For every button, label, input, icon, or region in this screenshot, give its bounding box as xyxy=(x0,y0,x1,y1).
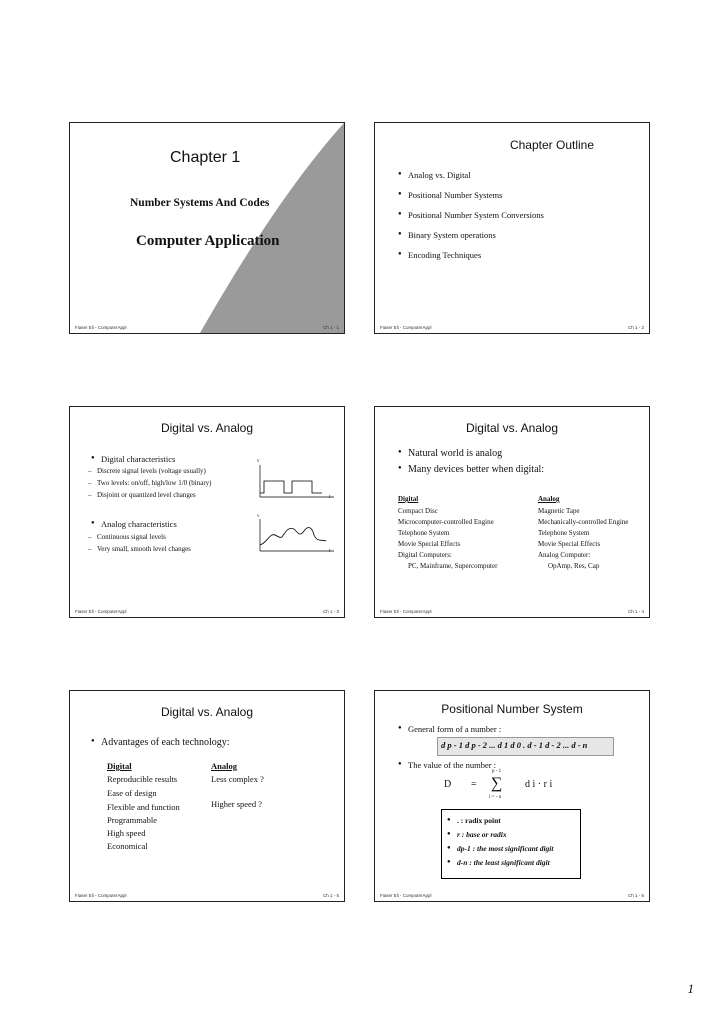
table-cell: Movie Special Effects xyxy=(538,540,601,548)
table-cell: Analog Computer: xyxy=(538,551,591,559)
table-cell: Digital Computers: xyxy=(398,551,452,559)
column-header-digital: Digital xyxy=(398,495,419,503)
slide-title: Digital vs. Analog xyxy=(160,705,254,719)
table-cell: Flexible and function xyxy=(107,802,180,812)
footer-left: Fiaser Eli - ComputerAppl xyxy=(75,325,127,330)
bullet: ● Advantages of each technology: xyxy=(101,737,230,748)
analog-waveform xyxy=(256,517,336,557)
footer-left: Fiaser Eli - ComputerAppl xyxy=(380,893,432,898)
table-cell: OpAmp, Res, Cap xyxy=(548,562,600,570)
slide-2 xyxy=(374,122,650,334)
sum-upper-bound: p - 1 xyxy=(492,769,502,774)
slide-number: Ch 1 - 1 xyxy=(322,325,339,330)
outline-item: ● Positional Number System Conversions xyxy=(408,210,544,220)
general-form-formula: d p - 1 d p - 2 ... d 1 d 0 . d - 1 d - 2 ... d - n xyxy=(441,740,588,750)
slide-1 xyxy=(69,122,345,334)
axis-t-label: t xyxy=(329,495,331,500)
bullet: ● General form of a number : xyxy=(408,724,501,734)
chapter-title: Chapter 1 xyxy=(170,149,241,166)
slide-number: Ch 1 - 4 xyxy=(627,609,644,614)
table-cell: Microcomputer-controlled Engine xyxy=(398,518,494,526)
table-cell: Economical xyxy=(107,841,148,851)
eq-sign: = xyxy=(471,779,477,790)
course-title: Computer Application xyxy=(136,233,280,249)
column-header-digital: Digital xyxy=(107,761,132,771)
digital-item: – Disjoint or quantized level changes xyxy=(97,491,196,499)
digital-heading: ● Digital characteristics xyxy=(101,454,175,464)
chapter-subtitle: Number Systems And Codes xyxy=(130,197,270,209)
outline-item: ● Positional Number Systems xyxy=(408,190,502,200)
footer-left: Fiaser Eli - ComputerAppl xyxy=(75,893,127,898)
outline-item: ● Analog vs. Digital xyxy=(408,170,471,180)
table-cell: Movie Special Effects xyxy=(398,540,461,548)
table-cell: Ease of design xyxy=(107,788,157,798)
footer-left: Fiaser Eli - ComputerAppl xyxy=(380,609,432,614)
definition-item: ● dp-1 : the most significant digit xyxy=(457,844,553,853)
table-cell: High speed xyxy=(107,828,146,838)
slide-title: Chapter Outline xyxy=(509,138,595,152)
table-cell: Telephone System xyxy=(398,529,450,537)
slide-title: Digital vs. Analog xyxy=(465,421,559,435)
footer-left: Fiaser Eli - ComputerAppl xyxy=(75,609,127,614)
slide-title: Positional Number System xyxy=(441,702,583,716)
analog-item: – Very small, smooth level changes xyxy=(97,545,191,553)
sigma-icon: ∑ xyxy=(491,775,503,792)
footer-left: Fiaser Eli - ComputerAppl xyxy=(380,325,432,330)
table-cell: Higher speed ? xyxy=(211,799,262,809)
eq-lhs: D xyxy=(444,779,452,790)
definition-item: ● . : radix point xyxy=(457,816,501,825)
table-cell: Mechanically-controlled Engine xyxy=(538,518,629,526)
digital-waveform xyxy=(256,463,336,503)
slide-3 xyxy=(69,406,345,618)
table-cell: PC, Mainframe, Supercomputer xyxy=(408,562,498,570)
digital-item: – Two levels: on/off, high/low 1/0 (binary) xyxy=(97,479,211,487)
digital-item: – Discrete signal levels (voltage usually) xyxy=(97,467,206,475)
axis-v-label: v xyxy=(257,514,260,519)
bullet: ● Many devices better when digital: xyxy=(408,464,544,475)
analog-item: – Continuous signal levels xyxy=(97,533,166,541)
analog-heading: ● Analog characteristics xyxy=(101,519,177,529)
table-cell: Compact Disc xyxy=(398,507,438,515)
slide-number: Ch 1 - 3 xyxy=(322,609,339,614)
slide-5 xyxy=(69,690,345,902)
sum-lower-bound: i = - n xyxy=(489,795,502,800)
table-cell: Less complex ? xyxy=(211,774,264,784)
bullet: ● The value of the number : xyxy=(408,760,496,770)
column-header-analog: Analog xyxy=(211,761,237,771)
column-header-analog: Analog xyxy=(538,495,560,503)
slide-number: Ch 1 - 5 xyxy=(322,893,339,898)
outline-item: ● Binary System operations xyxy=(408,230,496,240)
table-cell: Telephone System xyxy=(538,529,590,537)
definition-item: ● d-n : the least significant digit xyxy=(457,858,550,867)
axis-v-label: v xyxy=(257,459,260,464)
table-cell: Programmable xyxy=(107,815,158,825)
slide-6 xyxy=(374,690,650,902)
slide-number: Ch 1 - 6 xyxy=(627,893,644,898)
table-cell: Reproducible results xyxy=(107,774,178,784)
slide-title: Digital vs. Analog xyxy=(160,421,254,435)
slide-4 xyxy=(374,406,650,618)
page-number: 1 xyxy=(687,981,694,996)
bullet: ● Natural world is analog xyxy=(408,448,502,459)
table-cell: Magnetic Tape xyxy=(538,507,580,515)
outline-item: ● Encoding Techniques xyxy=(408,250,481,260)
slide-number: Ch 1 - 2 xyxy=(627,325,644,330)
definition-item: ● r : base or radix xyxy=(457,830,507,839)
eq-term: d i · r i xyxy=(525,779,553,790)
axis-t-label: t xyxy=(329,549,331,554)
